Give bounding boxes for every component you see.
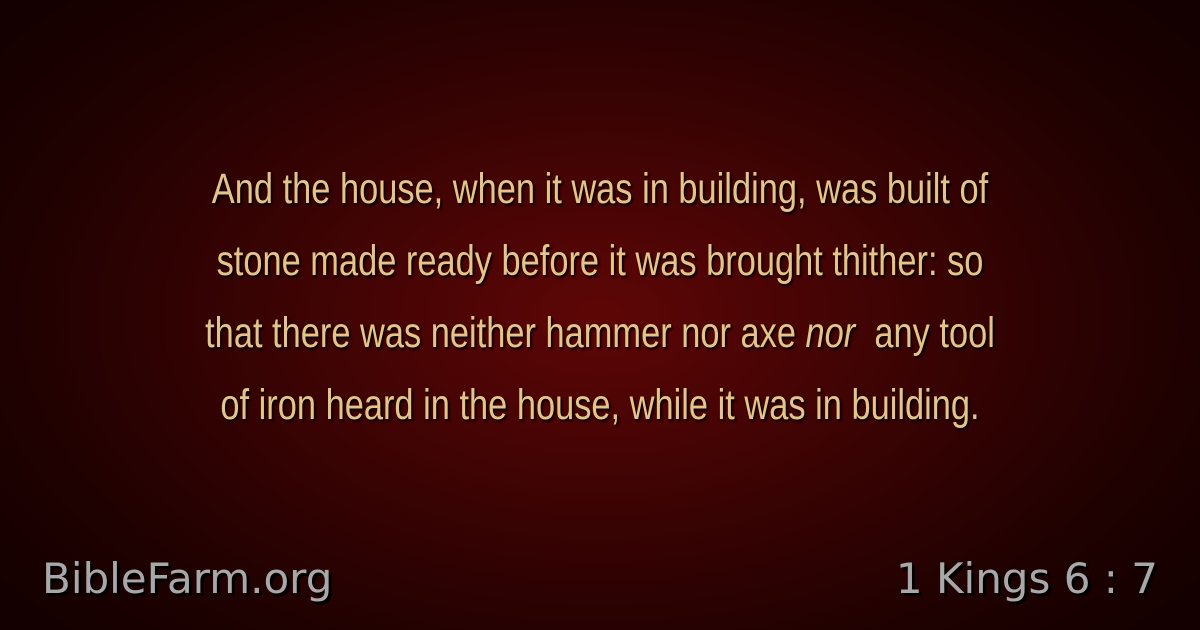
verse-line-4: of iron heard in the house, while it was in building. <box>220 381 980 429</box>
verse-line-3-end: any tool <box>874 309 995 357</box>
site-name: BibleFarm.org <box>42 554 333 603</box>
verse-italic-word: nor <box>805 309 856 357</box>
verse-reference: 1 Kings 6 : 7 <box>895 554 1158 603</box>
verse-line-3-start: that there was neither hammer nor axe <box>205 309 796 357</box>
verse-line-2: stone made ready before it was brought thither: so <box>216 237 984 285</box>
verse-line-1: And the house, when it was in building, was built of <box>211 165 989 213</box>
verse-text <box>152 153 1048 441</box>
